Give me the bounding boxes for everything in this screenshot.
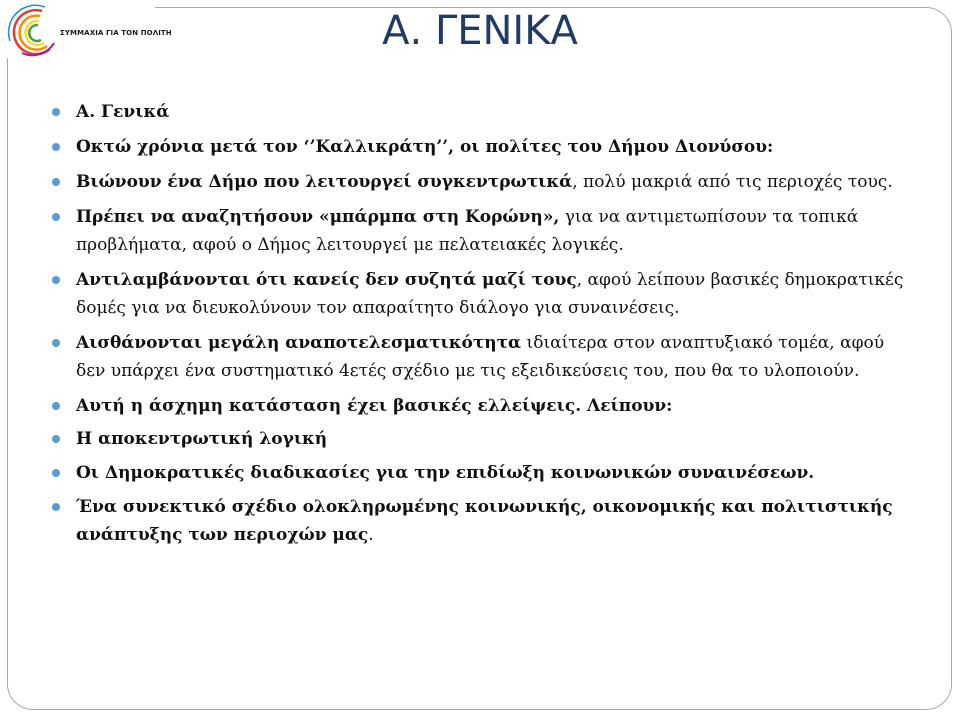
bullet-bold-text: Οι Δημοκρατικές διαδικασίες για την επιδίωξη κοινωνικών συναινέσεων. <box>76 463 815 483</box>
bullet-text: ιδιαίτερα στον αναπτυξιακό τομέα, αφού δεν υπάρχει ένα συστηματικό 4ετές σχέδιο με τις εξειδικεύσεις του, που θα το υλοποιούν. <box>76 333 885 381</box>
bullet-item <box>52 98 912 126</box>
bullet-bold-text: Ένα συνεκτικό σχέδιο ολοκληρωμένης κοινωνικής, οικονομικής και πολιτιστικής ανάπτυξης των περιοχών μας <box>76 497 893 545</box>
bullet-bold-text: Αυτή η άσχημη κατάσταση έχει βασικές ελλείψεις. Λείπουν: <box>76 396 673 416</box>
bullet-bold-text: Α. Γενικά <box>76 102 170 122</box>
bullet-text: , πολύ μακριά από τις περιοχές τους. <box>572 172 893 192</box>
page-title: Α. ΓΕΝΙΚΑ <box>382 8 578 54</box>
bullet-list <box>52 98 912 556</box>
bullet-bold-text: Πρέπει να αναζητήσουν «μπάρμπα στη Κορώνη», <box>76 207 560 227</box>
bullet-item <box>52 133 912 161</box>
bullet-bold-text: Αντιλαμβάνονται ότι κανείς δεν συζητά μαζί τους <box>76 270 577 290</box>
bullet-text: . <box>368 525 374 545</box>
bullet-item <box>52 425 912 453</box>
bullet-item <box>52 392 912 420</box>
bullet-text: , αφού λείπουν βασικές δημοκρατικές δομές για να διευκολύνουν τον απαραίτητο διάλογο για συναινέσεις. <box>76 270 904 318</box>
bullet-item <box>52 329 912 385</box>
bullet-bold-text: Οκτώ χρόνια μετά τον ‘’Καλλικράτη’’, οι πολίτες του Δήμου Διονύσου: <box>76 137 774 157</box>
bullet-item <box>52 493 912 549</box>
bullet-item <box>52 203 912 259</box>
bullet-item <box>52 266 912 322</box>
bullet-item <box>52 459 912 487</box>
bullet-bold-text: Η αποκεντρωτική λογική <box>76 429 328 449</box>
logo-text: ΣΥΜΜΑΧΙΑ ΓΙΑ ΤΟΝ ΠΟΛΙΤΗ <box>60 29 172 37</box>
bullet-bold-text: Αισθάνονται μεγάλη αναποτελεσματικότητα <box>76 333 522 353</box>
bullet-bold-text: Βιώνουν ένα Δήμο που λειτουργεί συγκεντρωτικά <box>76 172 573 192</box>
bullet-item <box>52 168 912 196</box>
bullet-text: για να αντιμετωπίσουν τα τοπικά προβλήματα, αφού ο Δήμος λειτουργεί με πελατειακές λογικές. <box>76 207 859 255</box>
